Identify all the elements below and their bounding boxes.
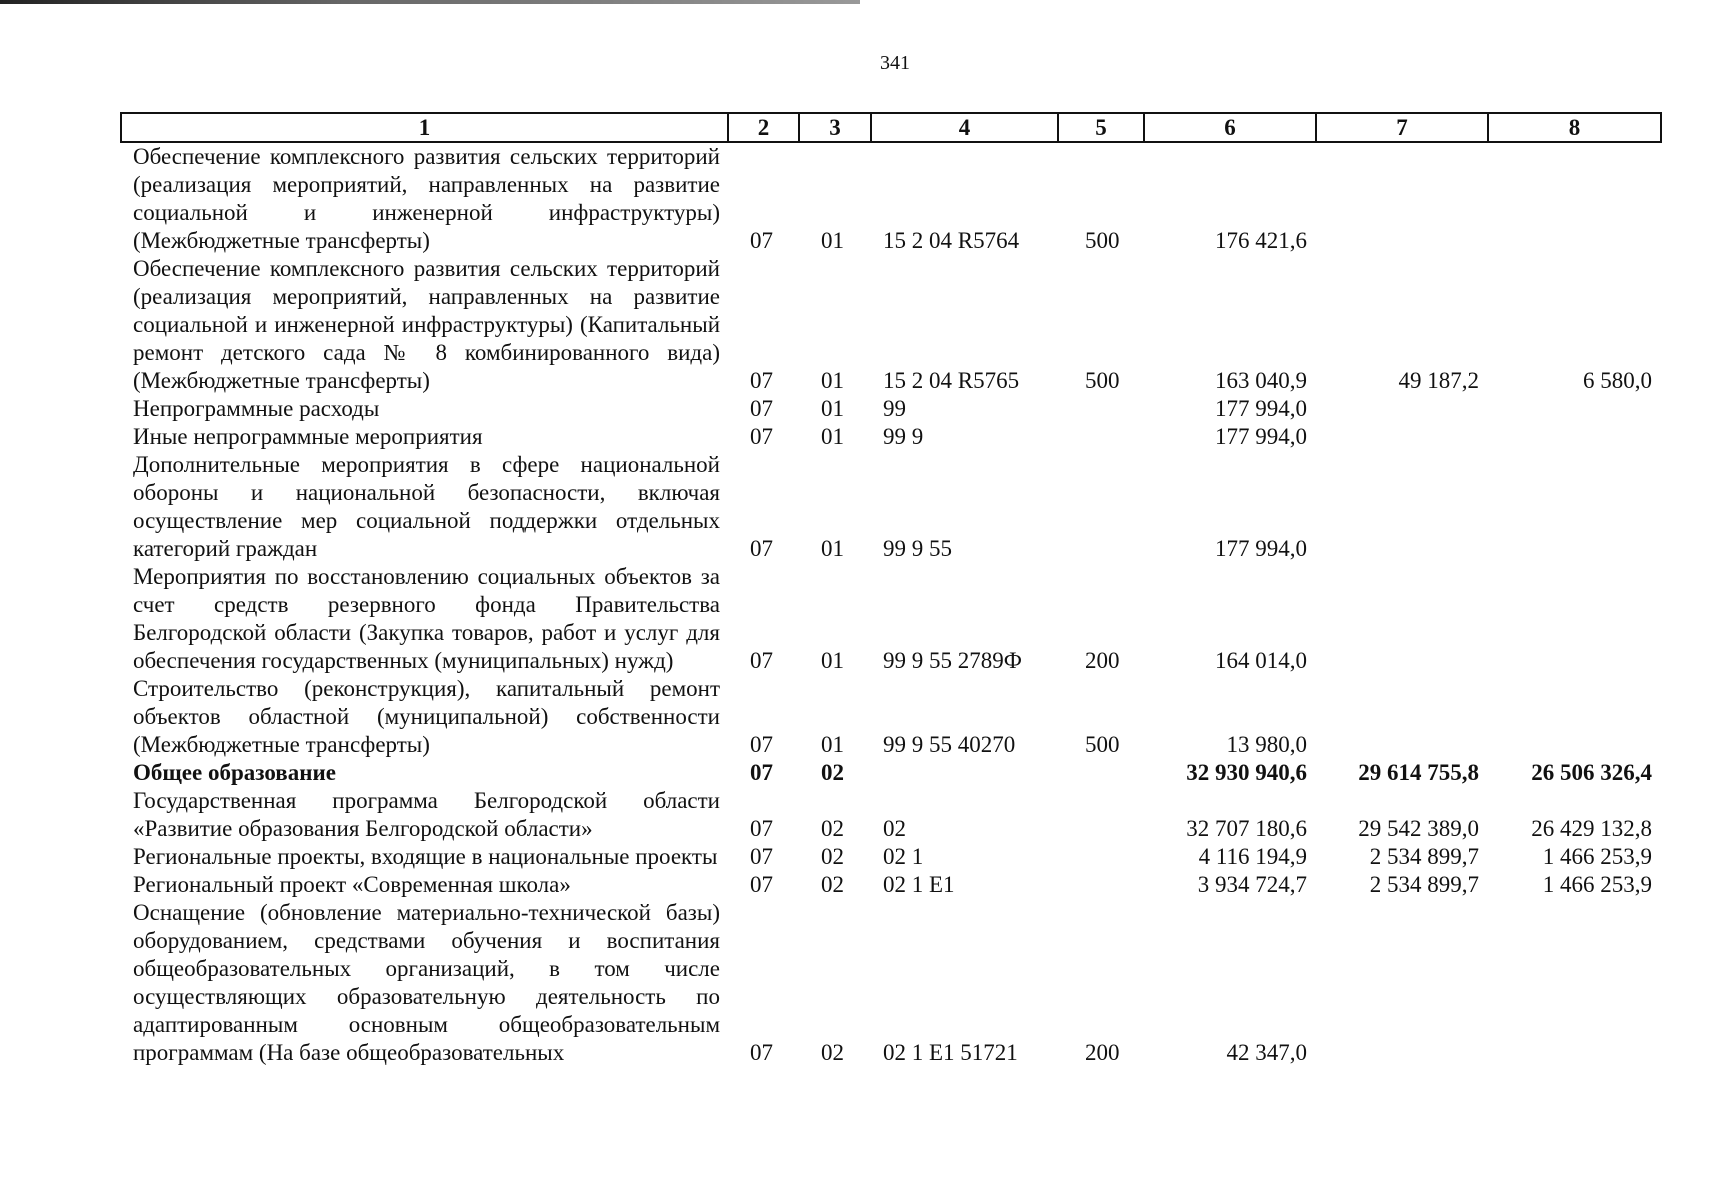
subsection-code: 01	[821, 536, 844, 561]
column-header-5: 5	[1058, 113, 1144, 142]
amount-col-7	[1316, 395, 1488, 423]
subsection-code: 01	[821, 648, 844, 673]
row-description: Мероприятия по восстановлению социальных объектов за счет средств резервного фонда Правительства Белгородской области (Закупка товаров, работ и услуг для обеспечения государственных (муниципальных) нужд)	[133, 564, 720, 673]
amount-col-8	[1488, 142, 1661, 255]
row-description: Обеспечение комплексного развития сельских территорий (реализация мероприятий, направленных на развитие социальной и инженерной инфраструктуры) (Межбюджетные трансферты)	[133, 144, 720, 253]
target-article-code: 02 1	[883, 844, 924, 869]
column-header-3: 3	[799, 113, 871, 142]
subsection-code: 01	[821, 396, 844, 421]
amount-col-6: 176 421,6	[1215, 228, 1307, 253]
amount-col-7	[1316, 423, 1488, 451]
expense-type-code: 500	[1085, 368, 1120, 393]
section-code: 07	[750, 424, 773, 449]
header-row	[121, 113, 1661, 142]
amount-col-8	[1488, 451, 1661, 563]
expense-type-code: 200	[1085, 648, 1120, 673]
amount-col-6: 177 994,0	[1215, 424, 1307, 449]
table-row	[121, 255, 1661, 395]
subsection-code: 02	[821, 816, 844, 841]
table-row	[121, 451, 1661, 563]
amount-col-8	[1488, 563, 1661, 675]
budget-table	[120, 112, 1662, 1067]
row-description: Строительство (реконструкция), капитальный ремонт объектов областной (муниципальной) собственности (Межбюджетные трансферты)	[133, 676, 720, 757]
section-code: 07	[750, 648, 773, 673]
amount-col-7: 49 187,2	[1398, 368, 1479, 393]
amount-col-7	[1316, 899, 1488, 1067]
amount-col-8: 1 466 253,9	[1542, 872, 1652, 897]
amount-col-7	[1316, 675, 1488, 759]
table-row	[121, 423, 1661, 451]
expense-type-code	[1058, 871, 1144, 899]
section-code: 07	[750, 396, 773, 421]
scan-edge-line	[0, 0, 860, 4]
expense-type-code: 500	[1085, 228, 1120, 253]
amount-col-6: 163 040,9	[1215, 368, 1307, 393]
amount-col-8: 6 580,0	[1583, 368, 1652, 393]
expense-type-code	[1058, 423, 1144, 451]
amount-col-6: 32 707 180,6	[1186, 816, 1307, 841]
table-row	[121, 899, 1661, 1067]
amount-col-6: 42 347,0	[1226, 1040, 1307, 1065]
table-row	[121, 787, 1661, 843]
column-header-8: 8	[1488, 113, 1661, 142]
section-code: 07	[750, 228, 773, 253]
amount-col-8	[1488, 899, 1661, 1067]
amount-col-8	[1488, 423, 1661, 451]
amount-col-8: 26 506 326,4	[1531, 760, 1652, 785]
row-description: Дополнительные мероприятия в сфере национальной обороны и национальной безопасности, включая осуществление мер социальной поддержки отдельных категорий граждан	[133, 452, 720, 561]
section-code: 07	[750, 872, 773, 897]
amount-col-7: 29 542 389,0	[1358, 816, 1479, 841]
row-description: Иные непрограммные мероприятия	[133, 424, 483, 449]
target-article-code: 02 1 E1 51721	[883, 1040, 1018, 1065]
expense-type-code: 200	[1085, 1040, 1120, 1065]
section-code: 07	[750, 760, 773, 785]
row-description: Общее образование	[133, 760, 336, 785]
amount-col-7	[1316, 142, 1488, 255]
row-description: Обеспечение комплексного развития сельских территорий (реализация мероприятий, направленных на развитие социальной и инженерной инфраструктуры) (Капитальный ремонт детского сада № 8 комбинированного вида) (Межбюджетные трансферты)	[133, 256, 720, 393]
table-row	[121, 395, 1661, 423]
subsection-code: 02	[821, 872, 844, 897]
subsection-code: 01	[821, 732, 844, 757]
expense-type-code	[1058, 451, 1144, 563]
target-article-code: 99 9 55 40270	[883, 732, 1016, 757]
row-description: Оснащение (обновление материально-технической базы) оборудованием, средствами обучения и воспитания общеобразовательных организаций, в том числе осуществляющих образовательную деятельность по адаптированным основным общеобразовательным программам (На базе общеобразовательных	[133, 900, 720, 1065]
page-number: 341	[880, 52, 910, 74]
amount-col-6: 177 994,0	[1215, 536, 1307, 561]
subsection-code: 01	[821, 368, 844, 393]
amount-col-7	[1316, 451, 1488, 563]
amount-col-6: 32 930 940,6	[1186, 760, 1307, 785]
target-article-code	[871, 759, 1058, 787]
amount-col-6: 4 116 194,9	[1198, 844, 1307, 869]
target-article-code: 99 9	[883, 424, 924, 449]
target-article-code: 99 9 55	[883, 536, 952, 561]
column-header-1: 1	[121, 113, 728, 142]
expense-type-code	[1058, 395, 1144, 423]
table-row	[121, 563, 1661, 675]
amount-col-8: 26 429 132,8	[1531, 816, 1652, 841]
table-row	[121, 675, 1661, 759]
amount-col-7: 2 534 899,7	[1369, 844, 1479, 869]
column-header-6: 6	[1144, 113, 1316, 142]
row-description: Государственная программа Белгородской области «Развитие образования Белгородской области»	[133, 788, 720, 841]
subsection-code: 02	[821, 844, 844, 869]
row-description: Непрограммные расходы	[133, 396, 380, 421]
target-article-code: 02 1 E1	[883, 872, 955, 897]
target-article-code: 02	[883, 816, 906, 841]
amount-col-6: 164 014,0	[1215, 648, 1307, 673]
table-row	[121, 843, 1661, 871]
amount-col-6: 3 934 724,7	[1197, 872, 1307, 897]
subsection-code: 02	[821, 1040, 844, 1065]
target-article-code: 15 2 04 R5764	[883, 228, 1020, 253]
amount-col-6: 177 994,0	[1215, 396, 1307, 421]
column-header-2: 2	[728, 113, 799, 142]
amount-col-6: 13 980,0	[1226, 732, 1307, 757]
subsection-code: 01	[821, 228, 844, 253]
expense-type-code	[1058, 787, 1144, 843]
amount-col-8: 1 466 253,9	[1542, 844, 1652, 869]
amount-col-8	[1488, 395, 1661, 423]
section-code: 07	[750, 368, 773, 393]
section-code: 07	[750, 732, 773, 757]
expense-type-code: 500	[1085, 732, 1120, 757]
table-row	[121, 871, 1661, 899]
section-code: 07	[750, 816, 773, 841]
column-header-7: 7	[1316, 113, 1488, 142]
table-row	[121, 759, 1661, 787]
target-article-code: 99	[883, 396, 906, 421]
amount-col-7: 29 614 755,8	[1358, 760, 1479, 785]
section-code: 07	[750, 536, 773, 561]
expense-type-code	[1058, 843, 1144, 871]
section-code: 07	[750, 844, 773, 869]
section-code: 07	[750, 1040, 773, 1065]
subsection-code: 01	[821, 424, 844, 449]
column-header-4: 4	[871, 113, 1058, 142]
subsection-code: 02	[821, 760, 844, 785]
row-description: Региональный проект «Современная школа»	[133, 872, 571, 897]
target-article-code: 99 9 55 2789Ф	[883, 648, 1022, 673]
table-row	[121, 142, 1661, 255]
amount-col-7	[1316, 563, 1488, 675]
row-description: Региональные проекты, входящие в национальные проекты	[133, 844, 718, 869]
expense-type-code	[1058, 759, 1144, 787]
table-header	[121, 113, 1661, 142]
amount-col-8	[1488, 675, 1661, 759]
target-article-code: 15 2 04 R5765	[883, 368, 1020, 393]
table-body	[121, 142, 1661, 1067]
amount-col-7: 2 534 899,7	[1369, 872, 1479, 897]
